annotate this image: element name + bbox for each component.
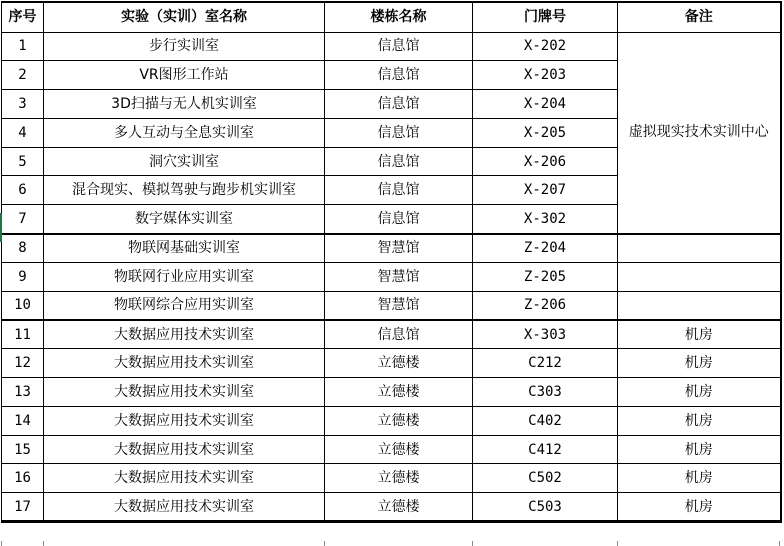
table-row	[2, 32, 781, 61]
cell-building[interactable]: 信息馆	[325, 32, 473, 61]
cell-no[interactable]: 11	[2, 320, 44, 349]
cell-room[interactable]: Z-206	[473, 291, 618, 320]
cell-name[interactable]: 洞穴实训室	[44, 147, 325, 176]
cell-name[interactable]: 大数据应用技术实训室	[44, 464, 325, 493]
table-row	[2, 234, 781, 263]
cell-building[interactable]: 信息馆	[325, 320, 473, 349]
cell-building[interactable]: 信息馆	[325, 147, 473, 176]
cell-name[interactable]: 步行实训室	[44, 32, 325, 61]
table-row	[2, 291, 781, 320]
gridline-stub	[472, 541, 473, 546]
cell-name[interactable]: 大数据应用技术实训室	[44, 493, 325, 522]
cell-name[interactable]: 数字媒体实训室	[44, 205, 325, 234]
lab-rooms-table	[1, 1, 782, 523]
table-row	[2, 262, 781, 291]
col-header-building[interactable]: 楼栋名称	[325, 2, 473, 32]
cell-room[interactable]: X-203	[473, 61, 618, 90]
cell-name[interactable]: 大数据应用技术实训室	[44, 435, 325, 464]
cell-name[interactable]: 物联网基础实训室	[44, 234, 325, 263]
cell-no[interactable]: 1	[2, 32, 44, 61]
cell-no[interactable]: 13	[2, 378, 44, 407]
cell-name[interactable]: 大数据应用技术实训室	[44, 406, 325, 435]
cell-no[interactable]: 17	[2, 493, 44, 522]
cell-remark[interactable]	[618, 262, 781, 291]
cell-no[interactable]: 14	[2, 406, 44, 435]
cell-building[interactable]: 立德楼	[325, 406, 473, 435]
cell-no[interactable]: 4	[2, 118, 44, 147]
gridline-stub	[43, 541, 44, 546]
cell-no[interactable]: 3	[2, 90, 44, 119]
cell-room[interactable]: C212	[473, 349, 618, 378]
cell-building[interactable]: 立德楼	[325, 378, 473, 407]
cell-building[interactable]: 信息馆	[325, 176, 473, 205]
cell-building[interactable]: 智慧馆	[325, 262, 473, 291]
header-row	[2, 2, 781, 32]
cell-name[interactable]: 物联网行业应用实训室	[44, 262, 325, 291]
cell-remark[interactable]: 机房	[618, 406, 781, 435]
table-row	[2, 378, 781, 407]
cell-building[interactable]: 信息馆	[325, 61, 473, 90]
cell-no[interactable]: 2	[2, 61, 44, 90]
gridline-stub	[617, 541, 618, 546]
cell-building[interactable]: 智慧馆	[325, 291, 473, 320]
cell-room[interactable]: X-206	[473, 147, 618, 176]
cell-room[interactable]: C402	[473, 406, 618, 435]
cell-name[interactable]: VR图形工作站	[44, 61, 325, 90]
cell-room[interactable]: X-302	[473, 205, 618, 234]
cell-building[interactable]: 信息馆	[325, 205, 473, 234]
cell-room[interactable]: X-303	[473, 320, 618, 349]
gridline-stub	[324, 541, 325, 546]
table-row	[2, 349, 781, 378]
cell-remark[interactable]: 机房	[618, 378, 781, 407]
cell-remark[interactable]	[618, 291, 781, 320]
cell-no[interactable]: 7	[2, 205, 44, 234]
cell-remark-merged[interactable]: 虚拟现实技术实训中心	[618, 32, 781, 234]
cell-building[interactable]: 信息馆	[325, 118, 473, 147]
cell-room[interactable]: X-205	[473, 118, 618, 147]
cell-no[interactable]: 9	[2, 262, 44, 291]
cell-no[interactable]: 6	[2, 176, 44, 205]
col-header-room[interactable]: 门牌号	[473, 2, 618, 32]
cell-room[interactable]: Z-205	[473, 262, 618, 291]
table-row	[2, 435, 781, 464]
cell-building[interactable]: 信息馆	[325, 90, 473, 119]
cell-no[interactable]: 5	[2, 147, 44, 176]
cell-name[interactable]: 大数据应用技术实训室	[44, 320, 325, 349]
cell-room[interactable]: X-202	[473, 32, 618, 61]
cell-room[interactable]: C502	[473, 464, 618, 493]
cell-building[interactable]: 立德楼	[325, 464, 473, 493]
cell-room[interactable]: Z-204	[473, 234, 618, 263]
cell-remark[interactable]: 机房	[618, 493, 781, 522]
cell-building[interactable]: 立德楼	[325, 349, 473, 378]
cell-no[interactable]: 15	[2, 435, 44, 464]
cell-remark[interactable]: 机房	[618, 349, 781, 378]
cell-room[interactable]: C503	[473, 493, 618, 522]
cell-remark[interactable]: 机房	[618, 320, 781, 349]
cell-no[interactable]: 16	[2, 464, 44, 493]
col-header-name[interactable]: 实验（实训）室名称	[44, 2, 325, 32]
cell-building[interactable]: 智慧馆	[325, 234, 473, 263]
cell-name[interactable]: 3D扫描与无人机实训室	[44, 90, 325, 119]
cell-name[interactable]: 大数据应用技术实训室	[44, 349, 325, 378]
gridline-stub	[1, 541, 2, 546]
table-row	[2, 406, 781, 435]
gridline-stub	[779, 541, 780, 546]
cell-room[interactable]: X-204	[473, 90, 618, 119]
row-selection-indicator	[0, 213, 2, 242]
cell-remark[interactable]	[618, 234, 781, 263]
cell-name[interactable]: 多人互动与全息实训室	[44, 118, 325, 147]
cell-no[interactable]: 10	[2, 291, 44, 320]
col-header-remark[interactable]: 备注	[618, 2, 781, 32]
cell-room[interactable]: C412	[473, 435, 618, 464]
cell-name[interactable]: 混合现实、模拟驾驶与跑步机实训室	[44, 176, 325, 205]
col-header-no[interactable]: 序号	[2, 2, 44, 32]
cell-remark[interactable]: 机房	[618, 435, 781, 464]
cell-name[interactable]: 大数据应用技术实训室	[44, 378, 325, 407]
cell-no[interactable]: 8	[2, 234, 44, 263]
cell-building[interactable]: 立德楼	[325, 493, 473, 522]
cell-room[interactable]: X-207	[473, 176, 618, 205]
cell-name[interactable]: 物联网综合应用实训室	[44, 291, 325, 320]
cell-no[interactable]: 12	[2, 349, 44, 378]
cell-room[interactable]: C303	[473, 378, 618, 407]
table-row	[2, 320, 781, 349]
table-row	[2, 464, 781, 493]
cell-remark[interactable]: 机房	[618, 464, 781, 493]
cell-building[interactable]: 立德楼	[325, 435, 473, 464]
table-row	[2, 493, 781, 522]
